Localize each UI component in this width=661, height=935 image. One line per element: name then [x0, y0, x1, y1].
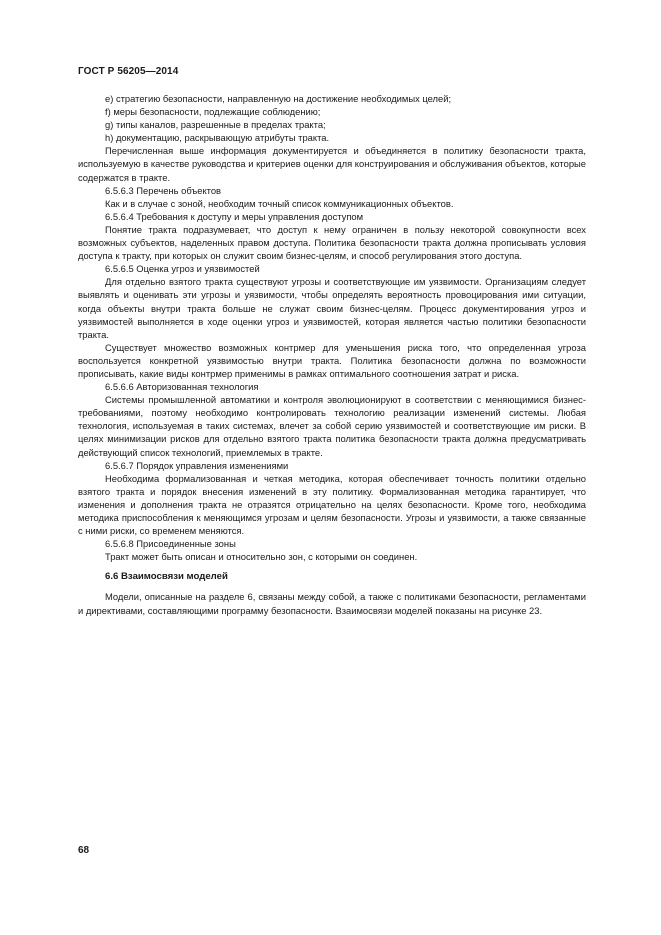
subsection-heading-6568: 6.5.6.8 Присоединенные зоны	[105, 538, 236, 550]
section-heading-66: 6.6 Взаимосвязи моделей	[105, 571, 228, 583]
list-item: f) меры безопасности, подлежащие соблюдению;	[105, 106, 321, 118]
list-item: e) стратегию безопасности, направленную на достижение необходимых целей;	[105, 93, 452, 104]
subsection-heading-6565: 6.5.6.5 Оценка угроз и уязвимостей	[105, 263, 260, 275]
paragraph-threat-assessment: Для отдельно взятого тракта существуют угрозы и соответствующие им уязвимости. Организациям следует выявлять и оценивать эти угрозы и уязвимости, чтобы определять вероятность провоцирования ими ситуации, когда объекты внутри тракта больше не служат своим бизнес-целям. Процесс документирования угроз и уязвимостей выполняется в ходе оценки угроз и уязвимостей, которая является частью политики безопасности тракта.	[78, 276, 586, 340]
subsection-heading-6563: 6.5.6.3 Перечень объектов	[105, 184, 222, 196]
paragraph-object-list: Как и в случае с зоной, необходим точный список коммуникационных объектов.	[105, 197, 454, 209]
paragraph-policy-summary: Перечисленная выше информация документируется и объединяется в политику безопасности тракта, используемую в качестве руководства и критериев оценки для конструирования и обслуживания объектов, которые содержатся в тракте.	[78, 145, 586, 183]
subsection-heading-6567: 6.5.6.7 Порядок управления изменениями	[105, 459, 289, 471]
paragraph-model-relations: Модели, описанные на разделе 6, связаны между собой, а также с политиками безопасности, регламентами и директивами, составляющими программу безопасности. Взаимосвязи моделей показаны на рисунке 23.	[78, 591, 586, 616]
paragraph-access-requirements: Понятие тракта подразумевает, что доступ к нему ограничен в пользу некоторой совокупности всех возможных субъектов, наделенных правом доступа. Политика безопасности тракта должна прописывать условия доступа к тракту, при которых он служит своим бизнес-целям, и способ регулирования этого доступа.	[78, 223, 586, 262]
document-header: ГОСТ Р 56205—2014	[78, 66, 179, 77]
paragraph-countermeasures: Существует множество возможных контрмер для уменьшения риска того, что определенная угроза воспользуется конкретной уязвимостью внутри тракта. Политика безопасности должна по возможности прописывать, какие виды контрмер применимы в рамках оптимального соотношения затрат и риска.	[78, 341, 586, 379]
page-number: 68	[78, 845, 90, 856]
list-item: g) типы каналов, разрешенные в пределах тракта;	[105, 119, 326, 131]
paragraph-authorized-technology: Системы промышленной автоматики и контроля эволюционируют в соответствии с меняющимися бизнес-требованиями, поэтому необходимо контролировать технологию реализации изменений системы. Любая технология, используемая в таких системах, влечет за собой серию уязвимостей и соответствующие им риски. В целях минимизации рисков для отдельно взятого тракта политика безопасности тракта должна предусматривать действующий список технологий, приемлемых в тракте.	[78, 394, 586, 458]
paragraph-change-management: Необходима формализованная и четкая методика, которая обеспечивает точность политики отдельно взятого тракта и порядок внесения изменений в эту политику. Формализованная методика гарантирует, что изменения и дополнения тракта не отразятся отрицательно на целях безопасности. Кроме того, необходима методика приспособления к меняющимся угрозам и целям безопасности. Угрозы и уязвимости, а также связанные с ними риски, со временем меняются.	[78, 472, 586, 537]
paragraph-connected-zones: Тракт может быть описан и относительно зон, с которыми он соединен.	[105, 551, 418, 563]
subsection-heading-6564: 6.5.6.4 Требования к доступу и меры управления доступом	[105, 210, 364, 222]
subsection-heading-6566: 6.5.6.6 Авторизованная технология	[105, 381, 259, 393]
page-body	[78, 92, 586, 617]
list-item: h) документацию, раскрывающую атрибуты тракта.	[105, 132, 330, 144]
